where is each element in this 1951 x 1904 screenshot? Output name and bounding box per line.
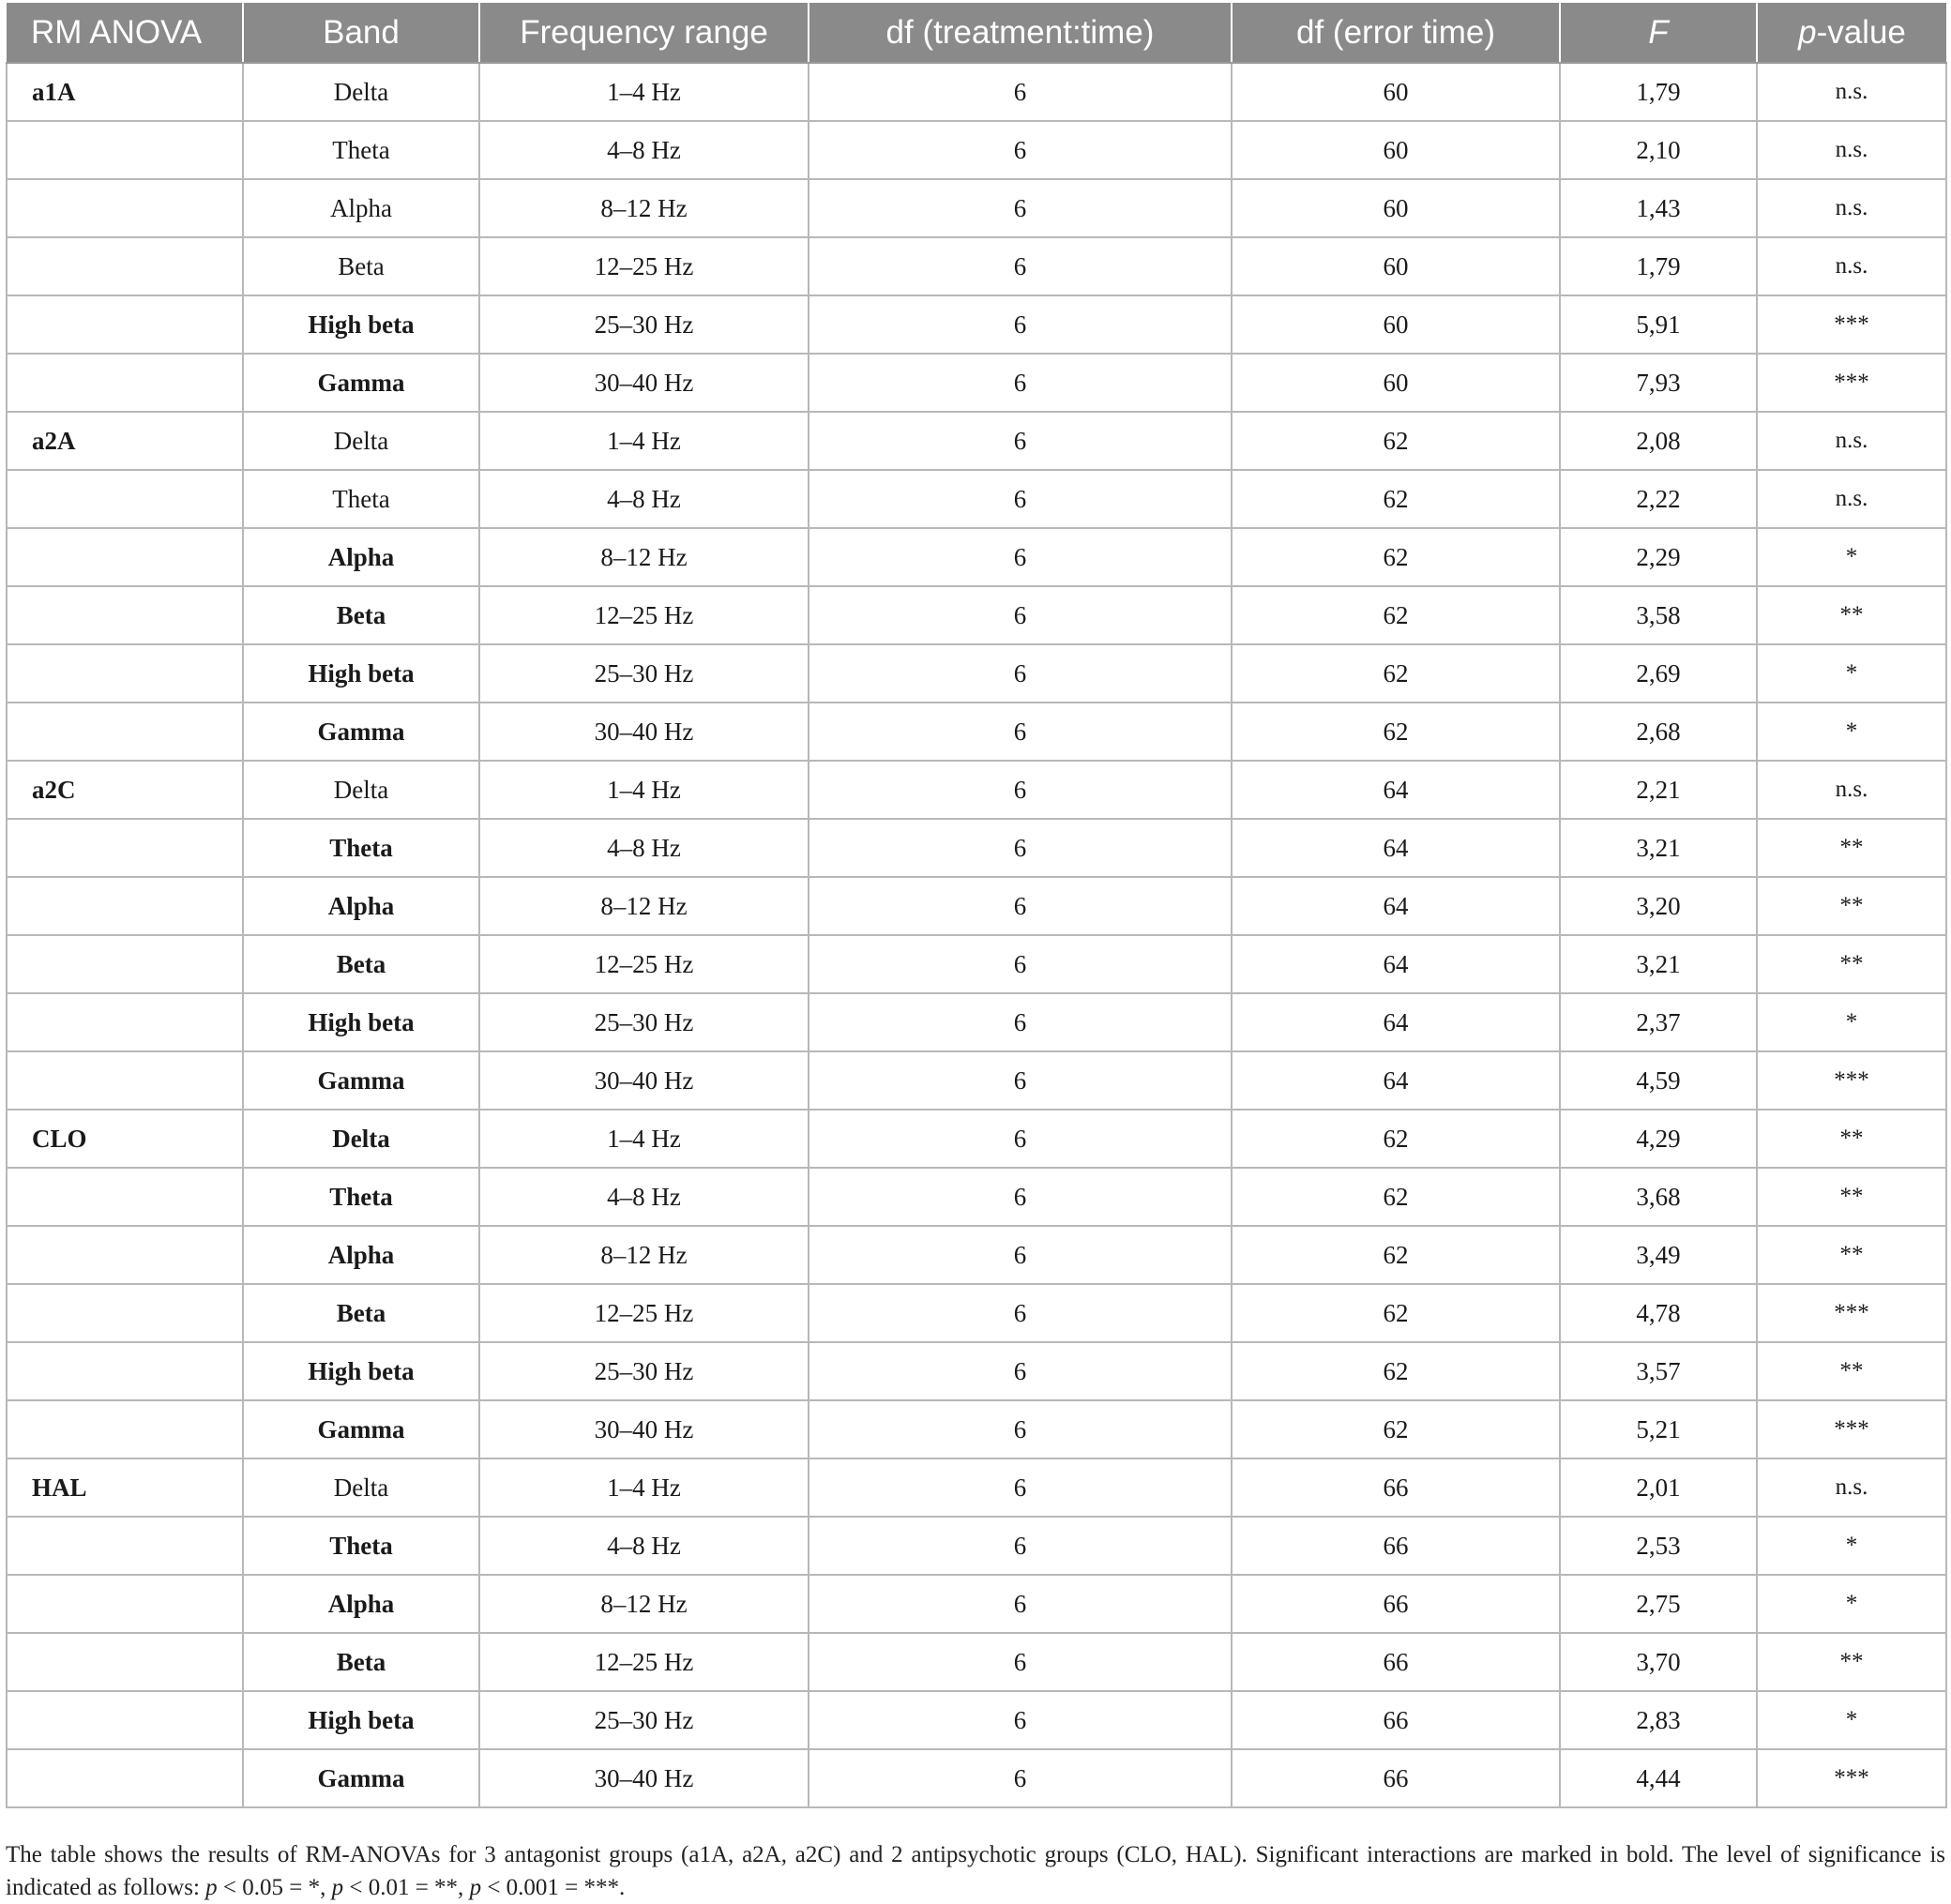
cell-df-error-time: 66 bbox=[1232, 1749, 1560, 1807]
header-frequency-range: Frequency range bbox=[479, 3, 809, 63]
table-row bbox=[7, 1226, 1946, 1284]
cell-f-value: 3,58 bbox=[1560, 586, 1757, 644]
cell-df-treatment-time: 6 bbox=[809, 1110, 1232, 1168]
cell-band: High beta bbox=[243, 644, 479, 703]
cell-df-error-time: 66 bbox=[1232, 1633, 1560, 1691]
cell-frequency-range: 25–30 Hz bbox=[479, 993, 809, 1051]
header-p-value: p-value bbox=[1757, 3, 1946, 63]
cell-band: Alpha bbox=[243, 1226, 479, 1284]
cell-df-error-time: 62 bbox=[1232, 470, 1560, 528]
footnote-p-symbol: p bbox=[205, 1875, 218, 1900]
cell-f-value: 2,68 bbox=[1560, 703, 1757, 761]
cell-p-value: * bbox=[1757, 1575, 1946, 1633]
cell-f-value: 4,78 bbox=[1560, 1284, 1757, 1342]
cell-f-value: 2,69 bbox=[1560, 644, 1757, 703]
cell-f-value: 5,91 bbox=[1560, 295, 1757, 354]
cell-group bbox=[7, 1284, 243, 1342]
cell-group bbox=[7, 935, 243, 993]
cell-group: HAL bbox=[7, 1458, 243, 1517]
table-body bbox=[7, 63, 1946, 1807]
cell-frequency-range: 8–12 Hz bbox=[479, 179, 809, 237]
table-row bbox=[7, 237, 1946, 295]
cell-f-value: 3,49 bbox=[1560, 1226, 1757, 1284]
header-p-label: p bbox=[1798, 13, 1817, 51]
cell-df-error-time: 66 bbox=[1232, 1458, 1560, 1517]
cell-band: Alpha bbox=[243, 877, 479, 935]
cell-frequency-range: 25–30 Hz bbox=[479, 295, 809, 354]
cell-p-value: ** bbox=[1757, 1226, 1946, 1284]
cell-df-error-time: 62 bbox=[1232, 586, 1560, 644]
cell-df-treatment-time: 6 bbox=[809, 237, 1232, 295]
cell-group bbox=[7, 1400, 243, 1458]
cell-band: Delta bbox=[243, 1458, 479, 1517]
cell-df-error-time: 64 bbox=[1232, 877, 1560, 935]
cell-df-treatment-time: 6 bbox=[809, 1458, 1232, 1517]
table-row bbox=[7, 935, 1946, 993]
cell-frequency-range: 12–25 Hz bbox=[479, 935, 809, 993]
table-row bbox=[7, 354, 1946, 412]
header-df-error-time: df (error time) bbox=[1232, 3, 1560, 63]
cell-df-treatment-time: 6 bbox=[809, 179, 1232, 237]
cell-f-value: 4,44 bbox=[1560, 1749, 1757, 1807]
cell-group: a1A bbox=[7, 63, 243, 121]
cell-p-value: n.s. bbox=[1757, 470, 1946, 528]
cell-df-treatment-time: 6 bbox=[809, 1691, 1232, 1749]
cell-band: Theta bbox=[243, 1517, 479, 1575]
cell-df-treatment-time: 6 bbox=[809, 819, 1232, 877]
cell-p-value: ** bbox=[1757, 1342, 1946, 1400]
cell-frequency-range: 1–4 Hz bbox=[479, 63, 809, 121]
cell-f-value: 2,75 bbox=[1560, 1575, 1757, 1633]
cell-df-error-time: 60 bbox=[1232, 354, 1560, 412]
header-df-treatment-time: df (treatment:time) bbox=[809, 3, 1232, 63]
cell-df-treatment-time: 6 bbox=[809, 1517, 1232, 1575]
cell-f-value: 2,37 bbox=[1560, 993, 1757, 1051]
cell-frequency-range: 30–40 Hz bbox=[479, 1051, 809, 1110]
cell-f-value: 2,53 bbox=[1560, 1517, 1757, 1575]
footnote-p-symbol: p bbox=[331, 1875, 344, 1900]
cell-p-value: *** bbox=[1757, 1749, 1946, 1807]
table-row bbox=[7, 877, 1946, 935]
cell-band: Beta bbox=[243, 237, 479, 295]
cell-df-treatment-time: 6 bbox=[809, 354, 1232, 412]
cell-f-value: 3,70 bbox=[1560, 1633, 1757, 1691]
cell-df-error-time: 60 bbox=[1232, 295, 1560, 354]
cell-df-treatment-time: 6 bbox=[809, 1284, 1232, 1342]
cell-df-error-time: 60 bbox=[1232, 237, 1560, 295]
cell-frequency-range: 12–25 Hz bbox=[479, 586, 809, 644]
table-row bbox=[7, 1168, 1946, 1226]
cell-f-value: 3,21 bbox=[1560, 935, 1757, 993]
cell-df-treatment-time: 6 bbox=[809, 1749, 1232, 1807]
header-f-label: F bbox=[1648, 13, 1669, 51]
cell-p-value: *** bbox=[1757, 354, 1946, 412]
table-row bbox=[7, 1342, 1946, 1400]
cell-band: Alpha bbox=[243, 179, 479, 237]
cell-group: a2A bbox=[7, 412, 243, 470]
cell-band: Gamma bbox=[243, 354, 479, 412]
table-row bbox=[7, 412, 1946, 470]
table-row bbox=[7, 179, 1946, 237]
cell-df-treatment-time: 6 bbox=[809, 1226, 1232, 1284]
cell-df-treatment-time: 6 bbox=[809, 703, 1232, 761]
cell-df-treatment-time: 6 bbox=[809, 1400, 1232, 1458]
cell-p-value: n.s. bbox=[1757, 761, 1946, 819]
cell-df-error-time: 60 bbox=[1232, 121, 1560, 179]
cell-frequency-range: 30–40 Hz bbox=[479, 1400, 809, 1458]
table-row bbox=[7, 470, 1946, 528]
cell-df-treatment-time: 6 bbox=[809, 877, 1232, 935]
cell-group bbox=[7, 354, 243, 412]
table-footnote bbox=[6, 1838, 1945, 1904]
cell-frequency-range: 25–30 Hz bbox=[479, 644, 809, 703]
cell-group bbox=[7, 993, 243, 1051]
cell-df-treatment-time: 6 bbox=[809, 1342, 1232, 1400]
table-row bbox=[7, 1051, 1946, 1110]
table-row bbox=[7, 819, 1946, 877]
table-row bbox=[7, 1575, 1946, 1633]
table-row bbox=[7, 528, 1946, 586]
cell-group bbox=[7, 586, 243, 644]
cell-f-value: 1,43 bbox=[1560, 179, 1757, 237]
cell-df-error-time: 62 bbox=[1232, 1342, 1560, 1400]
cell-frequency-range: 30–40 Hz bbox=[479, 703, 809, 761]
cell-df-error-time: 62 bbox=[1232, 528, 1560, 586]
cell-f-value: 2,22 bbox=[1560, 470, 1757, 528]
cell-frequency-range: 1–4 Hz bbox=[479, 412, 809, 470]
cell-df-error-time: 60 bbox=[1232, 179, 1560, 237]
cell-df-treatment-time: 6 bbox=[809, 63, 1232, 121]
cell-group bbox=[7, 819, 243, 877]
cell-frequency-range: 12–25 Hz bbox=[479, 1284, 809, 1342]
cell-df-treatment-time: 6 bbox=[809, 586, 1232, 644]
cell-df-error-time: 62 bbox=[1232, 1400, 1560, 1458]
cell-df-treatment-time: 6 bbox=[809, 528, 1232, 586]
cell-band: Theta bbox=[243, 819, 479, 877]
cell-p-value: *** bbox=[1757, 1051, 1946, 1110]
cell-frequency-range: 8–12 Hz bbox=[479, 528, 809, 586]
header-f bbox=[1560, 3, 1757, 63]
table-row bbox=[7, 1400, 1946, 1458]
cell-p-value: n.s. bbox=[1757, 63, 1946, 121]
cell-band: Gamma bbox=[243, 1400, 479, 1458]
cell-p-value: *** bbox=[1757, 1284, 1946, 1342]
cell-p-value: ** bbox=[1757, 877, 1946, 935]
cell-frequency-range: 12–25 Hz bbox=[479, 237, 809, 295]
cell-f-value: 2,10 bbox=[1560, 121, 1757, 179]
cell-f-value: 2,29 bbox=[1560, 528, 1757, 586]
cell-frequency-range: 1–4 Hz bbox=[479, 761, 809, 819]
cell-df-error-time: 66 bbox=[1232, 1575, 1560, 1633]
cell-df-treatment-time: 6 bbox=[809, 1051, 1232, 1110]
cell-df-error-time: 64 bbox=[1232, 819, 1560, 877]
cell-group bbox=[7, 877, 243, 935]
cell-p-value: ** bbox=[1757, 1110, 1946, 1168]
table-row bbox=[7, 586, 1946, 644]
cell-df-treatment-time: 6 bbox=[809, 993, 1232, 1051]
cell-band: Theta bbox=[243, 121, 479, 179]
table-row bbox=[7, 644, 1946, 703]
cell-band: High beta bbox=[243, 1342, 479, 1400]
cell-band: Gamma bbox=[243, 1051, 479, 1110]
cell-f-value: 3,68 bbox=[1560, 1168, 1757, 1226]
table-header bbox=[7, 3, 1946, 63]
table-row bbox=[7, 703, 1946, 761]
cell-frequency-range: 8–12 Hz bbox=[479, 877, 809, 935]
cell-frequency-range: 4–8 Hz bbox=[479, 1168, 809, 1226]
cell-frequency-range: 4–8 Hz bbox=[479, 1517, 809, 1575]
cell-band: Alpha bbox=[243, 528, 479, 586]
cell-df-error-time: 66 bbox=[1232, 1517, 1560, 1575]
cell-p-value: n.s. bbox=[1757, 179, 1946, 237]
cell-df-treatment-time: 6 bbox=[809, 1168, 1232, 1226]
header-row bbox=[7, 3, 1946, 63]
cell-df-treatment-time: 6 bbox=[809, 935, 1232, 993]
cell-frequency-range: 1–4 Hz bbox=[479, 1110, 809, 1168]
cell-group: CLO bbox=[7, 1110, 243, 1168]
cell-df-treatment-time: 6 bbox=[809, 412, 1232, 470]
cell-band: High beta bbox=[243, 295, 479, 354]
cell-group bbox=[7, 1226, 243, 1284]
cell-group bbox=[7, 295, 243, 354]
footnote-sig-level-1: < 0.05 = *, bbox=[222, 1875, 326, 1900]
cell-df-error-time: 60 bbox=[1232, 63, 1560, 121]
cell-f-value: 3,20 bbox=[1560, 877, 1757, 935]
cell-frequency-range: 12–25 Hz bbox=[479, 1633, 809, 1691]
cell-f-value: 4,29 bbox=[1560, 1110, 1757, 1168]
header-rm-anova: RM ANOVA bbox=[7, 3, 243, 63]
cell-df-error-time: 64 bbox=[1232, 1051, 1560, 1110]
footnote-sig-level-2: < 0.01 = **, bbox=[349, 1875, 464, 1900]
cell-f-value: 3,57 bbox=[1560, 1342, 1757, 1400]
cell-frequency-range: 30–40 Hz bbox=[479, 1749, 809, 1807]
cell-group bbox=[7, 1168, 243, 1226]
cell-p-value: * bbox=[1757, 644, 1946, 703]
cell-p-value: n.s. bbox=[1757, 1458, 1946, 1517]
cell-df-error-time: 62 bbox=[1232, 703, 1560, 761]
cell-band: Beta bbox=[243, 935, 479, 993]
cell-frequency-range: 25–30 Hz bbox=[479, 1342, 809, 1400]
cell-df-error-time: 62 bbox=[1232, 1226, 1560, 1284]
cell-f-value: 2,08 bbox=[1560, 412, 1757, 470]
cell-f-value: 3,21 bbox=[1560, 819, 1757, 877]
cell-group bbox=[7, 1517, 243, 1575]
cell-group: a2C bbox=[7, 761, 243, 819]
cell-df-error-time: 64 bbox=[1232, 993, 1560, 1051]
cell-f-value: 2,01 bbox=[1560, 1458, 1757, 1517]
table-row bbox=[7, 761, 1946, 819]
cell-df-treatment-time: 6 bbox=[809, 644, 1232, 703]
cell-f-value: 1,79 bbox=[1560, 63, 1757, 121]
cell-df-error-time: 62 bbox=[1232, 1110, 1560, 1168]
cell-p-value: * bbox=[1757, 1517, 1946, 1575]
cell-df-error-time: 66 bbox=[1232, 1691, 1560, 1749]
cell-frequency-range: 8–12 Hz bbox=[479, 1575, 809, 1633]
cell-df-error-time: 62 bbox=[1232, 1168, 1560, 1226]
cell-band: High beta bbox=[243, 993, 479, 1051]
table-row bbox=[7, 1749, 1946, 1807]
cell-df-error-time: 64 bbox=[1232, 935, 1560, 993]
table-container bbox=[6, 3, 1945, 1808]
cell-band: Beta bbox=[243, 1633, 479, 1691]
cell-p-value: ** bbox=[1757, 1168, 1946, 1226]
cell-group bbox=[7, 121, 243, 179]
table-row bbox=[7, 1284, 1946, 1342]
cell-p-value: *** bbox=[1757, 1400, 1946, 1458]
cell-band: Gamma bbox=[243, 1749, 479, 1807]
cell-df-treatment-time: 6 bbox=[809, 1633, 1232, 1691]
cell-p-value: ** bbox=[1757, 586, 1946, 644]
cell-group bbox=[7, 237, 243, 295]
cell-band: High beta bbox=[243, 1691, 479, 1749]
table-row bbox=[7, 1633, 1946, 1691]
cell-df-error-time: 62 bbox=[1232, 1284, 1560, 1342]
cell-group bbox=[7, 644, 243, 703]
cell-p-value: * bbox=[1757, 1691, 1946, 1749]
table-row bbox=[7, 295, 1946, 354]
cell-df-treatment-time: 6 bbox=[809, 761, 1232, 819]
cell-group bbox=[7, 179, 243, 237]
cell-band: Theta bbox=[243, 470, 479, 528]
table-row bbox=[7, 1691, 1946, 1749]
cell-band: Theta bbox=[243, 1168, 479, 1226]
cell-band: Beta bbox=[243, 586, 479, 644]
header-band: Band bbox=[243, 3, 479, 63]
footnote-text: The table shows the results of RM-ANOVAs for 3 antagonist groups (a1A, a2A, a2C) and 2 antipsychotic groups (CLO, HAL). Significant interactions are marked in bold. The level of significance is indicated as follows: bbox=[6, 1842, 1945, 1900]
table-row bbox=[7, 993, 1946, 1051]
cell-df-error-time: 62 bbox=[1232, 644, 1560, 703]
cell-group bbox=[7, 470, 243, 528]
cell-f-value: 5,21 bbox=[1560, 1400, 1757, 1458]
cell-frequency-range: 1–4 Hz bbox=[479, 1458, 809, 1517]
cell-group bbox=[7, 528, 243, 586]
cell-df-error-time: 64 bbox=[1232, 761, 1560, 819]
table-row bbox=[7, 63, 1946, 121]
anova-results-table bbox=[6, 3, 1947, 1808]
cell-frequency-range: 8–12 Hz bbox=[479, 1226, 809, 1284]
cell-p-value: *** bbox=[1757, 295, 1946, 354]
cell-band: Delta bbox=[243, 761, 479, 819]
cell-p-value: * bbox=[1757, 703, 1946, 761]
cell-f-value: 4,59 bbox=[1560, 1051, 1757, 1110]
cell-frequency-range: 4–8 Hz bbox=[479, 121, 809, 179]
cell-df-treatment-time: 6 bbox=[809, 121, 1232, 179]
cell-group bbox=[7, 1342, 243, 1400]
cell-df-treatment-time: 6 bbox=[809, 1575, 1232, 1633]
cell-frequency-range: 25–30 Hz bbox=[479, 1691, 809, 1749]
table-row bbox=[7, 121, 1946, 179]
cell-band: Delta bbox=[243, 63, 479, 121]
cell-p-value: ** bbox=[1757, 935, 1946, 993]
cell-frequency-range: 30–40 Hz bbox=[479, 354, 809, 412]
cell-p-value: * bbox=[1757, 993, 1946, 1051]
cell-band: Gamma bbox=[243, 703, 479, 761]
footnote-p-symbol: p bbox=[469, 1875, 482, 1900]
table-row bbox=[7, 1458, 1946, 1517]
cell-f-value: 7,93 bbox=[1560, 354, 1757, 412]
cell-df-treatment-time: 6 bbox=[809, 470, 1232, 528]
table-row bbox=[7, 1110, 1946, 1168]
cell-p-value: * bbox=[1757, 528, 1946, 586]
cell-p-value: ** bbox=[1757, 1633, 1946, 1691]
cell-frequency-range: 4–8 Hz bbox=[479, 470, 809, 528]
cell-df-error-time: 62 bbox=[1232, 412, 1560, 470]
cell-band: Beta bbox=[243, 1284, 479, 1342]
cell-p-value: n.s. bbox=[1757, 412, 1946, 470]
cell-f-value: 2,83 bbox=[1560, 1691, 1757, 1749]
cell-f-value: 1,79 bbox=[1560, 237, 1757, 295]
cell-p-value: ** bbox=[1757, 819, 1946, 877]
cell-group bbox=[7, 1749, 243, 1807]
cell-group bbox=[7, 703, 243, 761]
cell-group bbox=[7, 1691, 243, 1749]
cell-frequency-range: 4–8 Hz bbox=[479, 819, 809, 877]
cell-f-value: 2,21 bbox=[1560, 761, 1757, 819]
cell-group bbox=[7, 1633, 243, 1691]
cell-df-treatment-time: 6 bbox=[809, 295, 1232, 354]
cell-group bbox=[7, 1051, 243, 1110]
table-row bbox=[7, 1517, 1946, 1575]
cell-group bbox=[7, 1575, 243, 1633]
footnote-sig-level-3: < 0.001 = ***. bbox=[487, 1875, 626, 1900]
cell-p-value: n.s. bbox=[1757, 121, 1946, 179]
cell-band: Alpha bbox=[243, 1575, 479, 1633]
cell-p-value: n.s. bbox=[1757, 237, 1946, 295]
cell-band: Delta bbox=[243, 412, 479, 470]
cell-band: Delta bbox=[243, 1110, 479, 1168]
